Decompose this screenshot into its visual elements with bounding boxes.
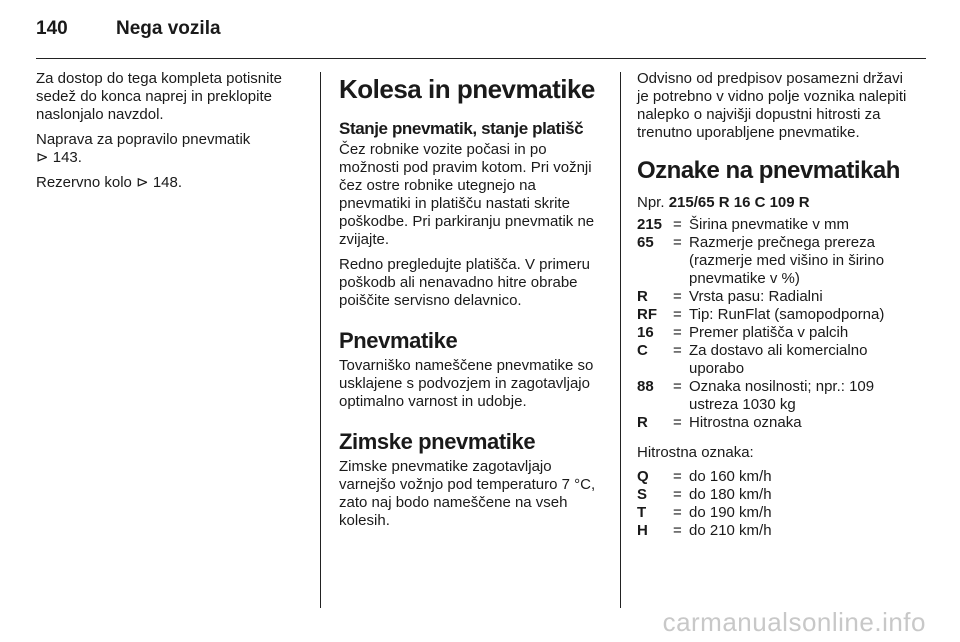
tyre-code-row-eq: = — [673, 234, 682, 251]
speed-rating-table — [637, 468, 912, 540]
winter-tyres-paragraph: Zimske pnevmatike zagotavljajo varnejšo vožnjo pod temperaturo 7 °C, zato naj bodo nameščene na vseh kolesih. — [339, 458, 596, 529]
spare-wheel-text: Rezervno kolo — [36, 174, 132, 191]
tyre-code-row — [637, 324, 912, 342]
speed-rating-row-code: Q — [637, 468, 649, 485]
tyre-code-row-eq: = — [673, 342, 682, 359]
spare-wheel-paragraph — [36, 174, 306, 192]
section-heading-winter-tyres: Zimske pnevmatike — [339, 429, 536, 454]
tyre-code-row — [637, 288, 912, 306]
tyre-code-row — [637, 234, 912, 288]
section-heading-tyres: Pnevmatike — [339, 328, 458, 353]
tyre-code-row-eq: = — [673, 216, 682, 233]
repair-kit-paragraph — [36, 131, 306, 167]
example-prefix: Npr. — [637, 194, 665, 211]
tyre-code-row-eq: = — [673, 324, 682, 341]
tyre-code-row-code: R — [637, 288, 648, 305]
speed-rating-row-desc: do 190 km/h — [689, 504, 772, 521]
tyre-code-row — [637, 378, 912, 414]
speed-rating-title: Hitrostna oznaka: — [637, 444, 754, 461]
tyre-code-row-desc: Premer platišča v palcih — [689, 324, 849, 341]
speed-rating-row — [637, 504, 912, 522]
page-reference-icon: ⊳ — [36, 149, 49, 166]
repair-kit-page-link[interactable]: 143. — [52, 149, 82, 166]
column-middle — [339, 70, 607, 537]
spare-wheel-page-link[interactable]: 148. — [152, 174, 183, 191]
tyre-code-row-code: R — [637, 414, 648, 431]
speed-rating-row-eq: = — [673, 522, 682, 539]
speed-rating-row — [637, 522, 912, 540]
tyre-markings-heading: Oznake na pnevmatikah — [637, 157, 900, 184]
speed-label-paragraph: Odvisno od predpisov posamezni državi je potrebno v vidno polje voznika nalepiti nalepko o najvišji dopustni hitrosti za trenutno uporabljene pnevmatike. — [637, 70, 907, 141]
speed-rating-row-code: S — [637, 486, 648, 503]
speed-rating-row-code: H — [637, 522, 648, 539]
speed-rating-row-desc: do 210 km/h — [689, 522, 772, 539]
access-paragraph: Za dostop do tega kompleta potisnite sedež do konca naprej in preklopite naslonjalo navzdol. — [36, 70, 282, 123]
tyre-code-row-code: 88 — [637, 378, 654, 395]
tyre-code-row-desc: Oznaka nosilnosti; npr.: 109 ustreza 1030 kg — [689, 378, 875, 413]
column-divider-right — [620, 72, 621, 608]
tyre-code-row-eq: = — [673, 306, 682, 323]
speed-rating-row-code: T — [637, 504, 647, 521]
main-heading: Kolesa in pnevmatike — [339, 74, 595, 104]
example-code: 215/65 R 16 C 109 R — [668, 194, 810, 211]
tyre-code-row — [637, 414, 912, 432]
tyre-code-row-eq: = — [673, 288, 682, 305]
tyre-code-row-desc: Za dostavo ali komercialno uporabo — [689, 342, 868, 377]
tyre-code-row-eq: = — [673, 414, 682, 431]
tyre-code-row — [637, 216, 912, 234]
watermark: carmanualsonline.info — [662, 607, 926, 637]
column-left — [36, 70, 306, 199]
speed-rating-row-desc: do 180 km/h — [689, 486, 772, 503]
repair-kit-text: Naprava za popravilo pnevmatik — [36, 131, 251, 148]
column-right — [637, 70, 912, 540]
section-heading-condition: Stanje pnevmatik, stanje platišč — [339, 119, 584, 138]
tyre-code-row-code: 16 — [637, 324, 654, 341]
tyre-code-row-code: RF — [637, 306, 657, 323]
speed-rating-row — [637, 486, 912, 504]
page-number: 140 — [36, 18, 68, 39]
tyre-code-row-code: 215 — [637, 216, 663, 233]
column-divider-left — [320, 72, 321, 608]
speed-rating-row-eq: = — [673, 468, 682, 485]
speed-rating-row-eq: = — [673, 504, 682, 521]
speed-rating-row-eq: = — [673, 486, 682, 503]
tyre-code-row — [637, 342, 912, 378]
page-title: Nega vozila — [116, 18, 221, 39]
header-divider — [36, 58, 926, 59]
tyre-code-row-code: C — [637, 342, 648, 359]
tyre-code-table — [637, 216, 912, 432]
tyre-code-row — [637, 306, 912, 324]
condition-paragraph-1: Čez robnike vozite počasi in po možnosti pod pravim kotom. Pri vožnji čez ostre robnike utegnejo na pnevmatiki in platišču nastati skrite poškodbe. Pri parkiranju pnevmatik ne zvijajte. — [339, 141, 595, 248]
tyre-code-row-eq: = — [673, 378, 682, 395]
condition-paragraph-2: Redno pregledujte platišča. V primeru poškodb ali nenavadno hitre obrabe poiščite servisno delavnico. — [339, 256, 590, 309]
speed-rating-row-desc: do 160 km/h — [689, 468, 772, 485]
tyre-code-row-desc: Širina pnevmatike v mm — [689, 216, 850, 233]
speed-rating-row — [637, 468, 912, 486]
tyre-code-row-code: 65 — [637, 234, 654, 251]
tyre-code-row-desc: Vrsta pasu: Radialni — [689, 288, 823, 305]
tyre-code-example — [637, 194, 912, 212]
tyre-code-row-desc: Hitrostna oznaka — [689, 414, 802, 431]
tyres-paragraph: Tovarniško nameščene pnevmatike so usklajene s podvozjem in zagotavljajo optimalno varnost in udobje. — [339, 357, 594, 410]
page-reference-icon: ⊳ — [136, 174, 149, 191]
tyre-code-row-desc: Tip: RunFlat (samopodporna) — [689, 306, 885, 323]
tyre-code-row-desc: Razmerje prečnega prereza (razmerje med višino in širino pnevmatike v %) — [689, 234, 885, 287]
